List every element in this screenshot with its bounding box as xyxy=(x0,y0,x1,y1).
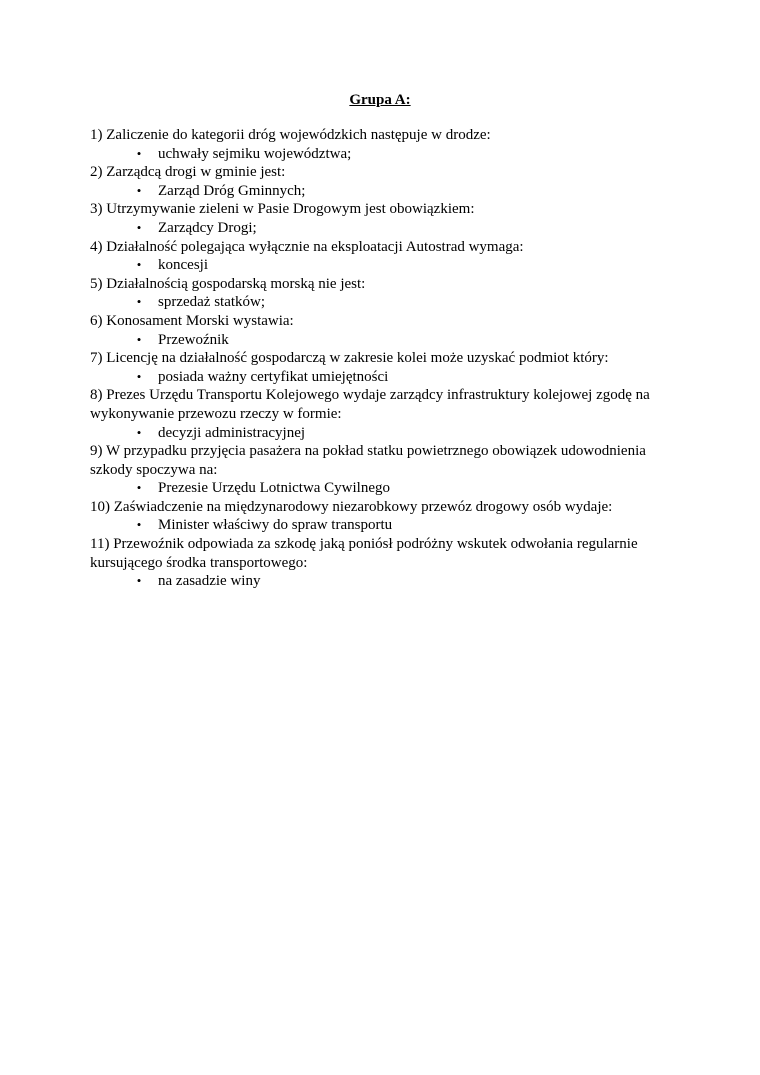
answer-text xyxy=(90,516,680,535)
question-text: 9) W przypadku przyjęcia pasażera na pokład statku powietrznego obowiązek udowodnienia szkody spoczywa na: xyxy=(90,443,646,478)
answer-text xyxy=(90,219,680,238)
question-item xyxy=(90,498,680,535)
answer-label: Prezesie Urzędu Lotnictwa Cywilnego xyxy=(158,480,391,497)
answer-label: decyzji administracyjnej xyxy=(158,424,306,441)
answer-text xyxy=(90,572,680,591)
question-item xyxy=(90,535,680,591)
bullet-icon: • xyxy=(136,145,142,161)
answer-label: sprzedaż statków; xyxy=(158,294,266,311)
question-text: 11) Przewoźnik odpowiada za szkodę jaką poniósł podróżny wskutek odwołania regularnie kursującego środka transportowego: xyxy=(90,536,638,571)
answer-text xyxy=(90,256,680,275)
answer-text xyxy=(90,182,680,201)
page-title: Grupa A: xyxy=(349,92,411,108)
question-item xyxy=(90,386,680,442)
answer-text xyxy=(90,424,680,443)
bullet-icon: • xyxy=(136,257,142,273)
answer-label: na zasadzie winy xyxy=(158,573,261,590)
answer-label: koncesji xyxy=(158,257,208,274)
bullet-icon: • xyxy=(136,294,142,310)
question-item xyxy=(90,238,680,275)
bullet-icon: • xyxy=(136,480,142,496)
question-item xyxy=(90,349,680,386)
bullet-icon: • xyxy=(136,219,142,235)
answer-label: Zarządcy Drogi; xyxy=(158,219,257,236)
question-text: 3) Utrzymywanie zieleni w Pasie Drogowym jest obowiązkiem: xyxy=(90,201,475,218)
answer-text xyxy=(90,479,680,498)
answer-label: Minister właściwy do spraw transportu xyxy=(158,517,393,534)
question-item xyxy=(90,312,680,349)
answer-text xyxy=(90,368,680,387)
bullet-icon: • xyxy=(136,424,142,440)
answer-text xyxy=(90,331,680,350)
answer-label: uchwały sejmiku województwa; xyxy=(158,145,352,162)
question-item xyxy=(90,200,680,237)
question-item xyxy=(90,126,680,163)
answer-label: Przewoźnik xyxy=(158,331,229,348)
bullet-icon: • xyxy=(136,517,142,533)
question-text: 6) Konosament Morski wystawia: xyxy=(90,312,294,329)
question-text: 5) Działalnością gospodarską morską nie jest: xyxy=(90,275,366,292)
question-text: 2) Zarządcą drogi w gminie jest: xyxy=(90,164,286,181)
question-text: 10) Zaświadczenie na międzynarodowy niezarobkowy przewóz drogowy osób wydaje: xyxy=(90,498,613,515)
answer-text xyxy=(90,293,680,312)
answer-label: posiada ważny certyfikat umiejętności xyxy=(158,368,389,385)
question-list xyxy=(90,126,680,591)
answer-text xyxy=(90,145,680,164)
bullet-icon: • xyxy=(136,573,142,589)
question-text: 1) Zaliczenie do kategorii dróg wojewódzkich następuje w drodze: xyxy=(90,127,491,143)
question-item xyxy=(90,163,680,200)
bullet-icon: • xyxy=(136,368,142,384)
question-item xyxy=(90,275,680,312)
question-item xyxy=(90,442,680,498)
bullet-icon: • xyxy=(136,331,142,347)
question-text: 7) Licencję na działalność gospodarczą w zakresie kolei może uzyskać podmiot który: xyxy=(90,350,609,367)
question-text: 4) Działalność polegająca wyłącznie na eksploatacji Autostrad wymaga: xyxy=(90,238,524,255)
bullet-icon: • xyxy=(136,182,142,198)
answer-label: Zarząd Dróg Gminnych; xyxy=(158,182,306,199)
question-text: 8) Prezes Urzędu Transportu Kolejowego wydaje zarządcy infrastruktury kolejowej zgodę na wykonywanie przewozu rzeczy w formie: xyxy=(90,387,650,422)
